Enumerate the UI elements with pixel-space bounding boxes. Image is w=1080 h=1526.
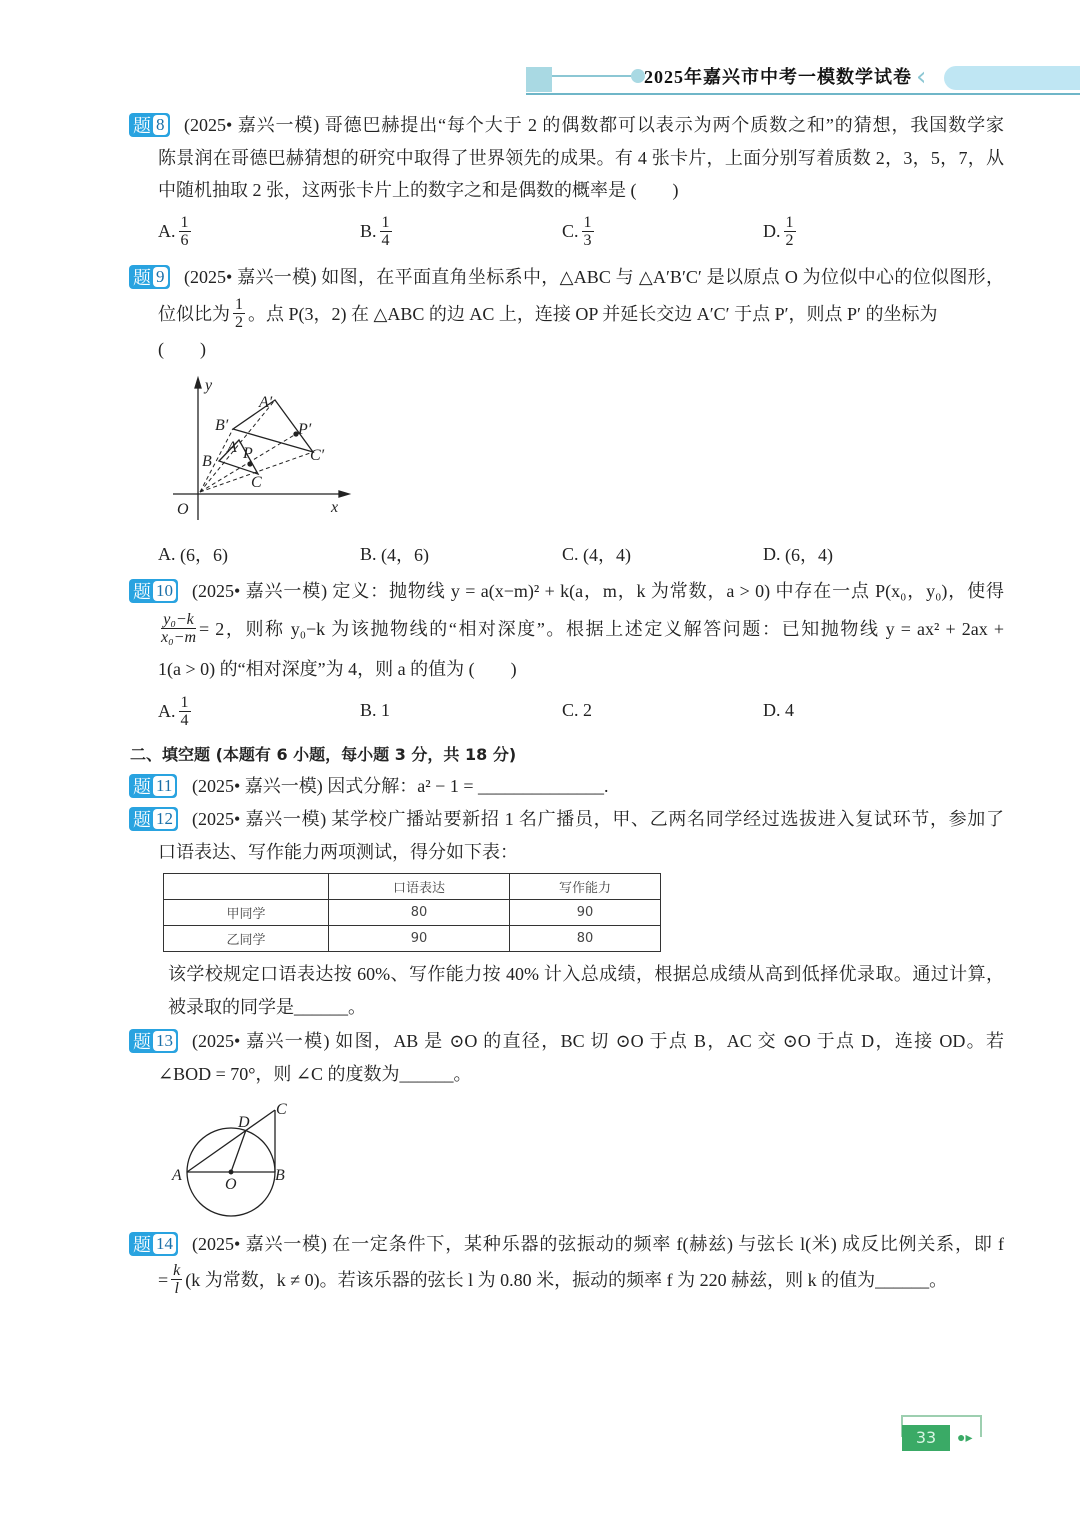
denominator: 6 [180, 232, 189, 249]
label-a: A [172, 1167, 182, 1184]
question-badge [129, 1029, 178, 1053]
table-header-row [164, 874, 661, 900]
denominator: 4 [381, 232, 390, 249]
numerator: 1 [235, 296, 243, 313]
option-label: B. [360, 221, 377, 241]
question-number: 8 [153, 115, 168, 135]
chevron-left-icon: ‹ [916, 62, 927, 92]
question-number: 10 [153, 581, 176, 601]
question-text: (2025• 嘉兴一模) 如图，在平面直角坐标系中，△ABC 与 △A′B′C′ 是以原点 O 为位似中心的位似图形， [184, 267, 1004, 287]
label-a: A [227, 439, 237, 456]
question-text: (2025• 嘉兴一模) 哥德巴赫提出“每个大于 2 的偶数都可以表示为两个质数之和”的猜想，我国数学家 [184, 115, 1004, 135]
point-p [248, 462, 252, 466]
denominator: 2 [235, 314, 243, 331]
option-c [562, 700, 592, 721]
question-text: (2025• 嘉兴一模) 在一定条件下，某种乐器的弦振动的频率 f(赫兹) 与弦长 l(米) 成反比例关系，即 f [192, 1234, 1004, 1254]
question-text [158, 611, 1004, 646]
denominator: l [174, 1280, 179, 1297]
question-badge [129, 774, 177, 798]
question-badge [129, 1232, 178, 1256]
numerator: 1 [583, 214, 592, 231]
label-o: O [225, 1176, 237, 1193]
table-row [164, 900, 661, 926]
option-label: D. [763, 543, 781, 564]
text: 。点 P(3，2) 在 △ABC 的边 AC 上，连接 OP 并延长交边 A′C′ 于点 P′，则点 P′ 的坐标为 [248, 303, 938, 324]
option-d [763, 214, 799, 249]
table-cell: 乙同学 [164, 926, 329, 952]
label-a2: A′ [259, 394, 273, 411]
numerator: 1 [785, 214, 794, 231]
table-cell: 80 [510, 926, 661, 952]
option-label: D. [763, 700, 781, 720]
table-cell: 口语表达 [329, 874, 510, 900]
badge-prefix: 题 [133, 582, 151, 602]
option-text: 4 [785, 700, 794, 720]
header-title: 2025年嘉兴市中考一模数学试卷 [644, 67, 912, 87]
fraction [380, 214, 392, 249]
question-text: ∠BOD = 70°，则 ∠C 的度数为______。 [158, 1064, 472, 1084]
option-text: (6，4) [785, 545, 833, 565]
option-c [562, 541, 631, 567]
label-b: B [202, 453, 212, 470]
label-y: y [205, 377, 213, 394]
option-b [360, 541, 429, 567]
option-text: (4，6) [381, 545, 430, 565]
similar-triangles-figure [165, 372, 355, 527]
question-badge [129, 807, 178, 831]
denominator: 2 [785, 232, 794, 249]
option-b [360, 214, 395, 249]
question-number: 12 [153, 809, 176, 829]
numerator: k [173, 1262, 181, 1279]
table-cell: 90 [510, 900, 661, 926]
numerator: y₀−k [163, 611, 194, 628]
plug-icon: ●▸ [957, 1431, 973, 1446]
option-c [562, 214, 597, 249]
answer-blank: ( ) [158, 339, 206, 359]
option-d [763, 700, 794, 721]
text: (k 为常数，k ≠ 0)。若该乐器的弦长 l 为 0.80 米，振动的频率 f 为 220 赫兹，则 k 的值为______。 [185, 1269, 948, 1290]
question-text [158, 1262, 947, 1297]
text: = 2，则称 y₀−k 为该抛物线的“相对深度”。根据上述定义解答问题：已知抛物线 y = ax² + 2ax + [199, 618, 1004, 639]
question-text: (2025• 嘉兴一模) 如图，AB 是 ⊙O 的直径，BC 切 ⊙O 于点 B，AC 交 ⊙O 于点 D，连接 OD。若 [192, 1031, 1004, 1051]
fraction [233, 296, 245, 331]
option-label: A. [158, 543, 176, 564]
header-decoration [552, 75, 637, 77]
denominator: 4 [180, 712, 189, 729]
option-label: B. [360, 543, 377, 564]
label-p2: P′ [298, 421, 312, 438]
y-arrow-icon [195, 378, 201, 388]
x-arrow-icon [339, 491, 349, 497]
question-text: (2025• 嘉兴一模) 定义：抛物线 y = a(x−m)² + k(a，m，k 为常数，a > 0) 中存在一点 P(x₀，y₀)，使得 [192, 581, 1004, 601]
fraction [161, 611, 196, 646]
label-x: x [331, 499, 339, 516]
fraction [179, 694, 191, 729]
question-badge [129, 113, 170, 137]
label-c: C [251, 474, 262, 491]
numerator: 1 [180, 694, 189, 711]
option-a [158, 541, 228, 567]
option-label: B. [360, 700, 377, 720]
table-cell [164, 874, 329, 900]
circle-tangent-figure [165, 1095, 305, 1225]
option-text: (4，4) [583, 545, 632, 565]
badge-prefix: 题 [133, 1235, 151, 1255]
table-cell: 90 [329, 926, 510, 952]
label-b: B [275, 1167, 285, 1184]
header-rule [526, 93, 1080, 95]
option-a [158, 694, 194, 729]
option-label: A. [158, 221, 176, 241]
question-number: 9 [153, 267, 168, 287]
option-text: 2 [583, 700, 593, 720]
fraction [784, 214, 796, 249]
question-text: 该学校规定口语表达按 60%、写作能力按 40% 计入总成绩，根据总成绩从高到低择优录取。通过计算， [168, 964, 1004, 984]
option-a [158, 214, 194, 249]
header-decoration [631, 69, 645, 83]
badge-prefix: 题 [133, 777, 151, 797]
option-b [360, 700, 390, 721]
question-text: (2025• 嘉兴一模) 某学校广播站要新招 1 名广播员，甲、乙两名同学经过选拔进入复试环节，参加了 [192, 809, 1004, 829]
label-p: P [243, 445, 253, 462]
option-d [763, 541, 833, 567]
question-number: 14 [153, 1234, 176, 1254]
denominator: x₀−m [161, 629, 197, 646]
question-number: 13 [153, 1031, 176, 1051]
question-text: (2025• 嘉兴一模) 因式分解：a² − 1 = ______________. [192, 776, 609, 796]
option-text: (6，6) [180, 545, 228, 565]
option-label: C. [562, 700, 579, 720]
table-cell: 写作能力 [510, 874, 661, 900]
numerator: 1 [180, 214, 189, 231]
question-text: 口语表达、写作能力两项测试，得分如下表： [158, 842, 518, 862]
score-table [163, 873, 661, 952]
label-c2: C′ [310, 447, 325, 464]
badge-prefix: 题 [133, 116, 151, 136]
badge-prefix: 题 [133, 1032, 151, 1052]
option-label: A. [158, 701, 176, 721]
question-text: 1(a > 0) 的“相对深度”为 4，则 a 的值为 ( ) [158, 659, 517, 679]
fraction [582, 214, 594, 249]
label-c: C [276, 1101, 287, 1118]
badge-prefix: 题 [133, 810, 151, 830]
table-row [164, 926, 661, 952]
table-cell: 甲同学 [164, 900, 329, 926]
question-text [158, 296, 937, 331]
option-label: C. [562, 221, 579, 241]
label-b2: B′ [215, 417, 229, 434]
question-text: 陈景润在哥德巴赫猜想的研究中取得了世界领先的成果。有 4 张卡片，上面分别写着质数 2，3，5，7，从 [158, 148, 1004, 168]
label-o: O [177, 501, 189, 518]
question-text: 被录取的同学是______。 [168, 997, 366, 1017]
page-number: 33 [902, 1425, 950, 1451]
section-heading: 二、填空题 (本题有 6 小题，每小题 3 分，共 18 分) [130, 745, 517, 764]
header-decoration [944, 66, 1080, 90]
denominator: 3 [583, 232, 592, 249]
header-decoration [526, 67, 552, 92]
question-text: 中随机抽取 2 张，这两张卡片上的数字之和是偶数的概率是 ( ) [158, 180, 679, 200]
option-text: 1 [381, 700, 391, 720]
fraction [179, 214, 191, 249]
fraction [171, 1262, 182, 1297]
text: 位似比为 [158, 303, 230, 324]
numerator: 1 [381, 214, 390, 231]
question-badge [129, 265, 170, 289]
question-badge [129, 579, 178, 603]
option-label: D. [763, 221, 781, 241]
text: = [158, 1269, 169, 1290]
badge-prefix: 题 [133, 268, 151, 288]
label-d: D [238, 1114, 250, 1131]
option-label: C. [562, 543, 579, 564]
table-cell: 80 [329, 900, 510, 926]
question-number: 11 [153, 776, 175, 796]
